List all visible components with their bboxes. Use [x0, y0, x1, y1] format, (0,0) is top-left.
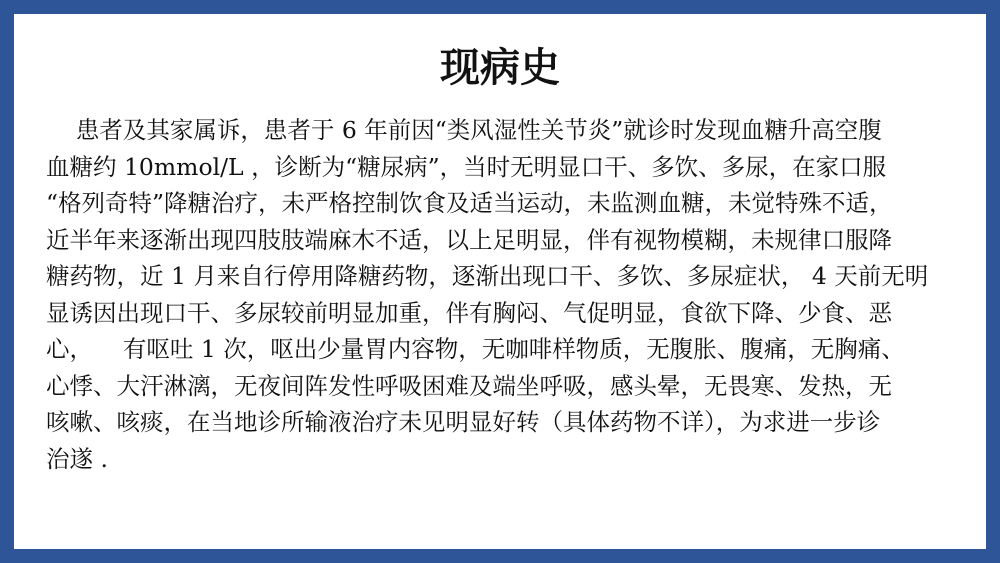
paragraph-line: 治遂 . [46, 444, 108, 473]
history-paragraph [46, 112, 976, 477]
paragraph-line: 心， 有呕吐 1 次，呕出少量胃内容物，无咖啡样物质，无腹胀、腹痛，无胸痛、 [46, 335, 905, 363]
paragraph-line: 患者及其家属诉，患者于 6 年前因“类风湿性关节炎”就诊时发现血糖升高空腹 [46, 116, 882, 144]
slide [14, 14, 986, 549]
paragraph-line: 显诱因出现口干、多尿较前明显加重，伴有胸闷、气促明显，食欲下降、少食、恶 [46, 298, 892, 327]
paragraph-line: 心悸、大汗淋漓，无夜间阵发性呼吸困难及端坐呼吸，感头晕，无畏寒、发热，无 [46, 371, 892, 400]
paragraph-line: “格列奇特”降糖治疗，未严格控制饮食及适当运动，未监测血糖，未觉特殊不适， [46, 189, 893, 217]
paragraph-line: 近半年来逐渐出现四肢肢端麻木不适，以上足明显，伴有视物模糊，未规律口服降 [46, 225, 892, 254]
paragraph-line: 糖药物，近 1 月来自行停用降糖药物，逐渐出现口干、多饮、多尿症状， 4 天前无明 [46, 262, 929, 290]
page-title: 现病史 [440, 45, 560, 91]
paragraph-line: 咳嗽、咳痰，在当地诊所输液治疗未见明显好转（具体药物不详），为求进一步诊 [46, 408, 881, 436]
paragraph-line: 血糖约 10mmol/L ，诊断为“糖尿病”，当时无明显口干、多饮、多尿，在家口服 [46, 152, 887, 181]
